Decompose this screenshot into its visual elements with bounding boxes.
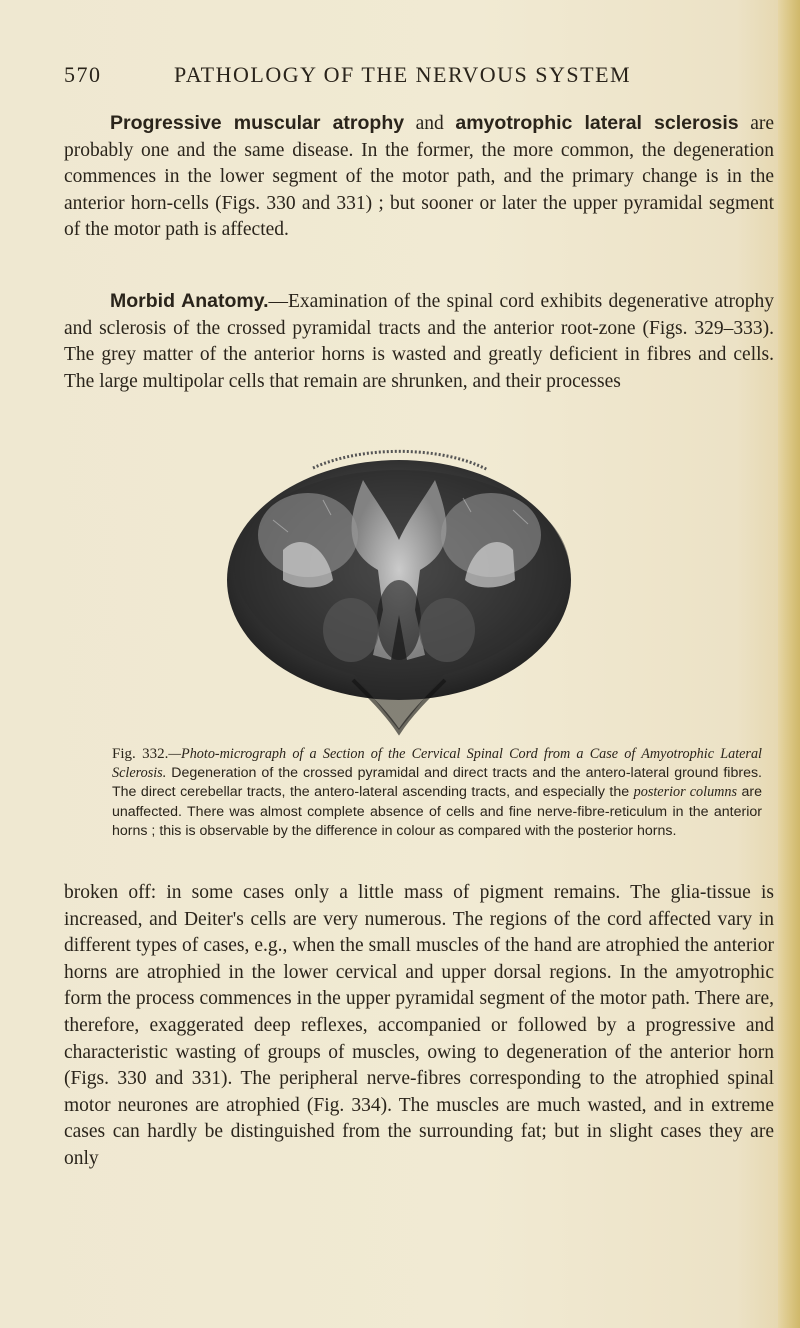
page-header	[64, 62, 764, 92]
paragraph-text: and	[404, 113, 456, 134]
caption-text: are unaffected. There was almost complete absence of cells and fine nerve-fibre-reticulum in the anterior horns ; this is observable by the difference in colour as compared with the posterior horns.	[112, 784, 763, 839]
running-head: PATHOLOGY OF THE NERVOUS SYSTEM	[174, 62, 632, 87]
paragraph-text: are probably one and the same disease. In the former, the more common, the degeneration commences in the lower segment of the motor path, and the primary change is in the anterior horn-cells (Figs. 330 and 331) ; but sooner or later the upper pyramidal segment of the motor path is affected.	[64, 113, 774, 241]
paragraph-text: broken off: in some cases only a little mass of pigment remains. The glia-tissue is increased, and Deiter's cells are very numerous. The regions of the cord affected vary in different types of cases, e.g., when the small muscles of the hand are atrophied the anterior horns are atrophied in the lower cervical and upper dorsal regions. In the amyotrophic form the process commences in the upper pyramidal segment of the motor path. There are, therefore, exaggerated deep reflexes, accompanied or followed by a progressive and characteristic wasting of groups of muscles, owing to degeneration of the anterior horn (Figs. 330 and 331). The peripheral nerve-fibres corresponding to the atrophied spinal motor neurones are atrophied (Fig. 334). The muscles are much wasted, and in extreme cases can hardly be distinguished from the surrounding fat; but in slight cases they are only	[64, 882, 774, 1169]
paragraph-text: —Examination of the spinal cord exhibits degenerative atrophy and sclerosis of the crossed pyramidal tracts and the anterior root-zone (Figs. 329–333). The grey matter of the anterior horns is wasted and greatly deficient in fibres and cells. The large multipolar cells that remain are shrunken, and their processes	[64, 291, 775, 392]
paragraph-disease-intro	[64, 110, 774, 244]
term-progressive-muscular-atrophy: Progressive muscular atrophy	[110, 112, 405, 134]
page-edge	[778, 0, 800, 1328]
term-amyotrophic-lateral-sclerosis: amyotrophic lateral sclerosis	[455, 112, 739, 134]
figure-label: Fig. 332.	[112, 746, 169, 762]
paragraph-morbid-anatomy	[64, 288, 774, 395]
figure-title: —Photo-micrograph of a Section of the Cervical Spinal Cord from a Case of Amyotrophic Lateral Sclerosis.	[112, 746, 762, 782]
paragraph-continuation	[64, 880, 774, 1173]
caption-italic: posterior columns	[633, 784, 738, 801]
page-number: 570	[64, 62, 102, 87]
figure-caption	[112, 745, 762, 841]
spinal-cord-section-image	[213, 440, 585, 740]
section-heading: Morbid Anatomy.	[110, 290, 269, 312]
caption-text: Degeneration of the crossed pyramidal and direct tracts and the antero-lateral ground fibres. The direct cerebellar tracts, the antero-lateral ascending tracts, and especially the	[112, 765, 762, 801]
spinal-cord-photomicrograph	[213, 440, 585, 740]
